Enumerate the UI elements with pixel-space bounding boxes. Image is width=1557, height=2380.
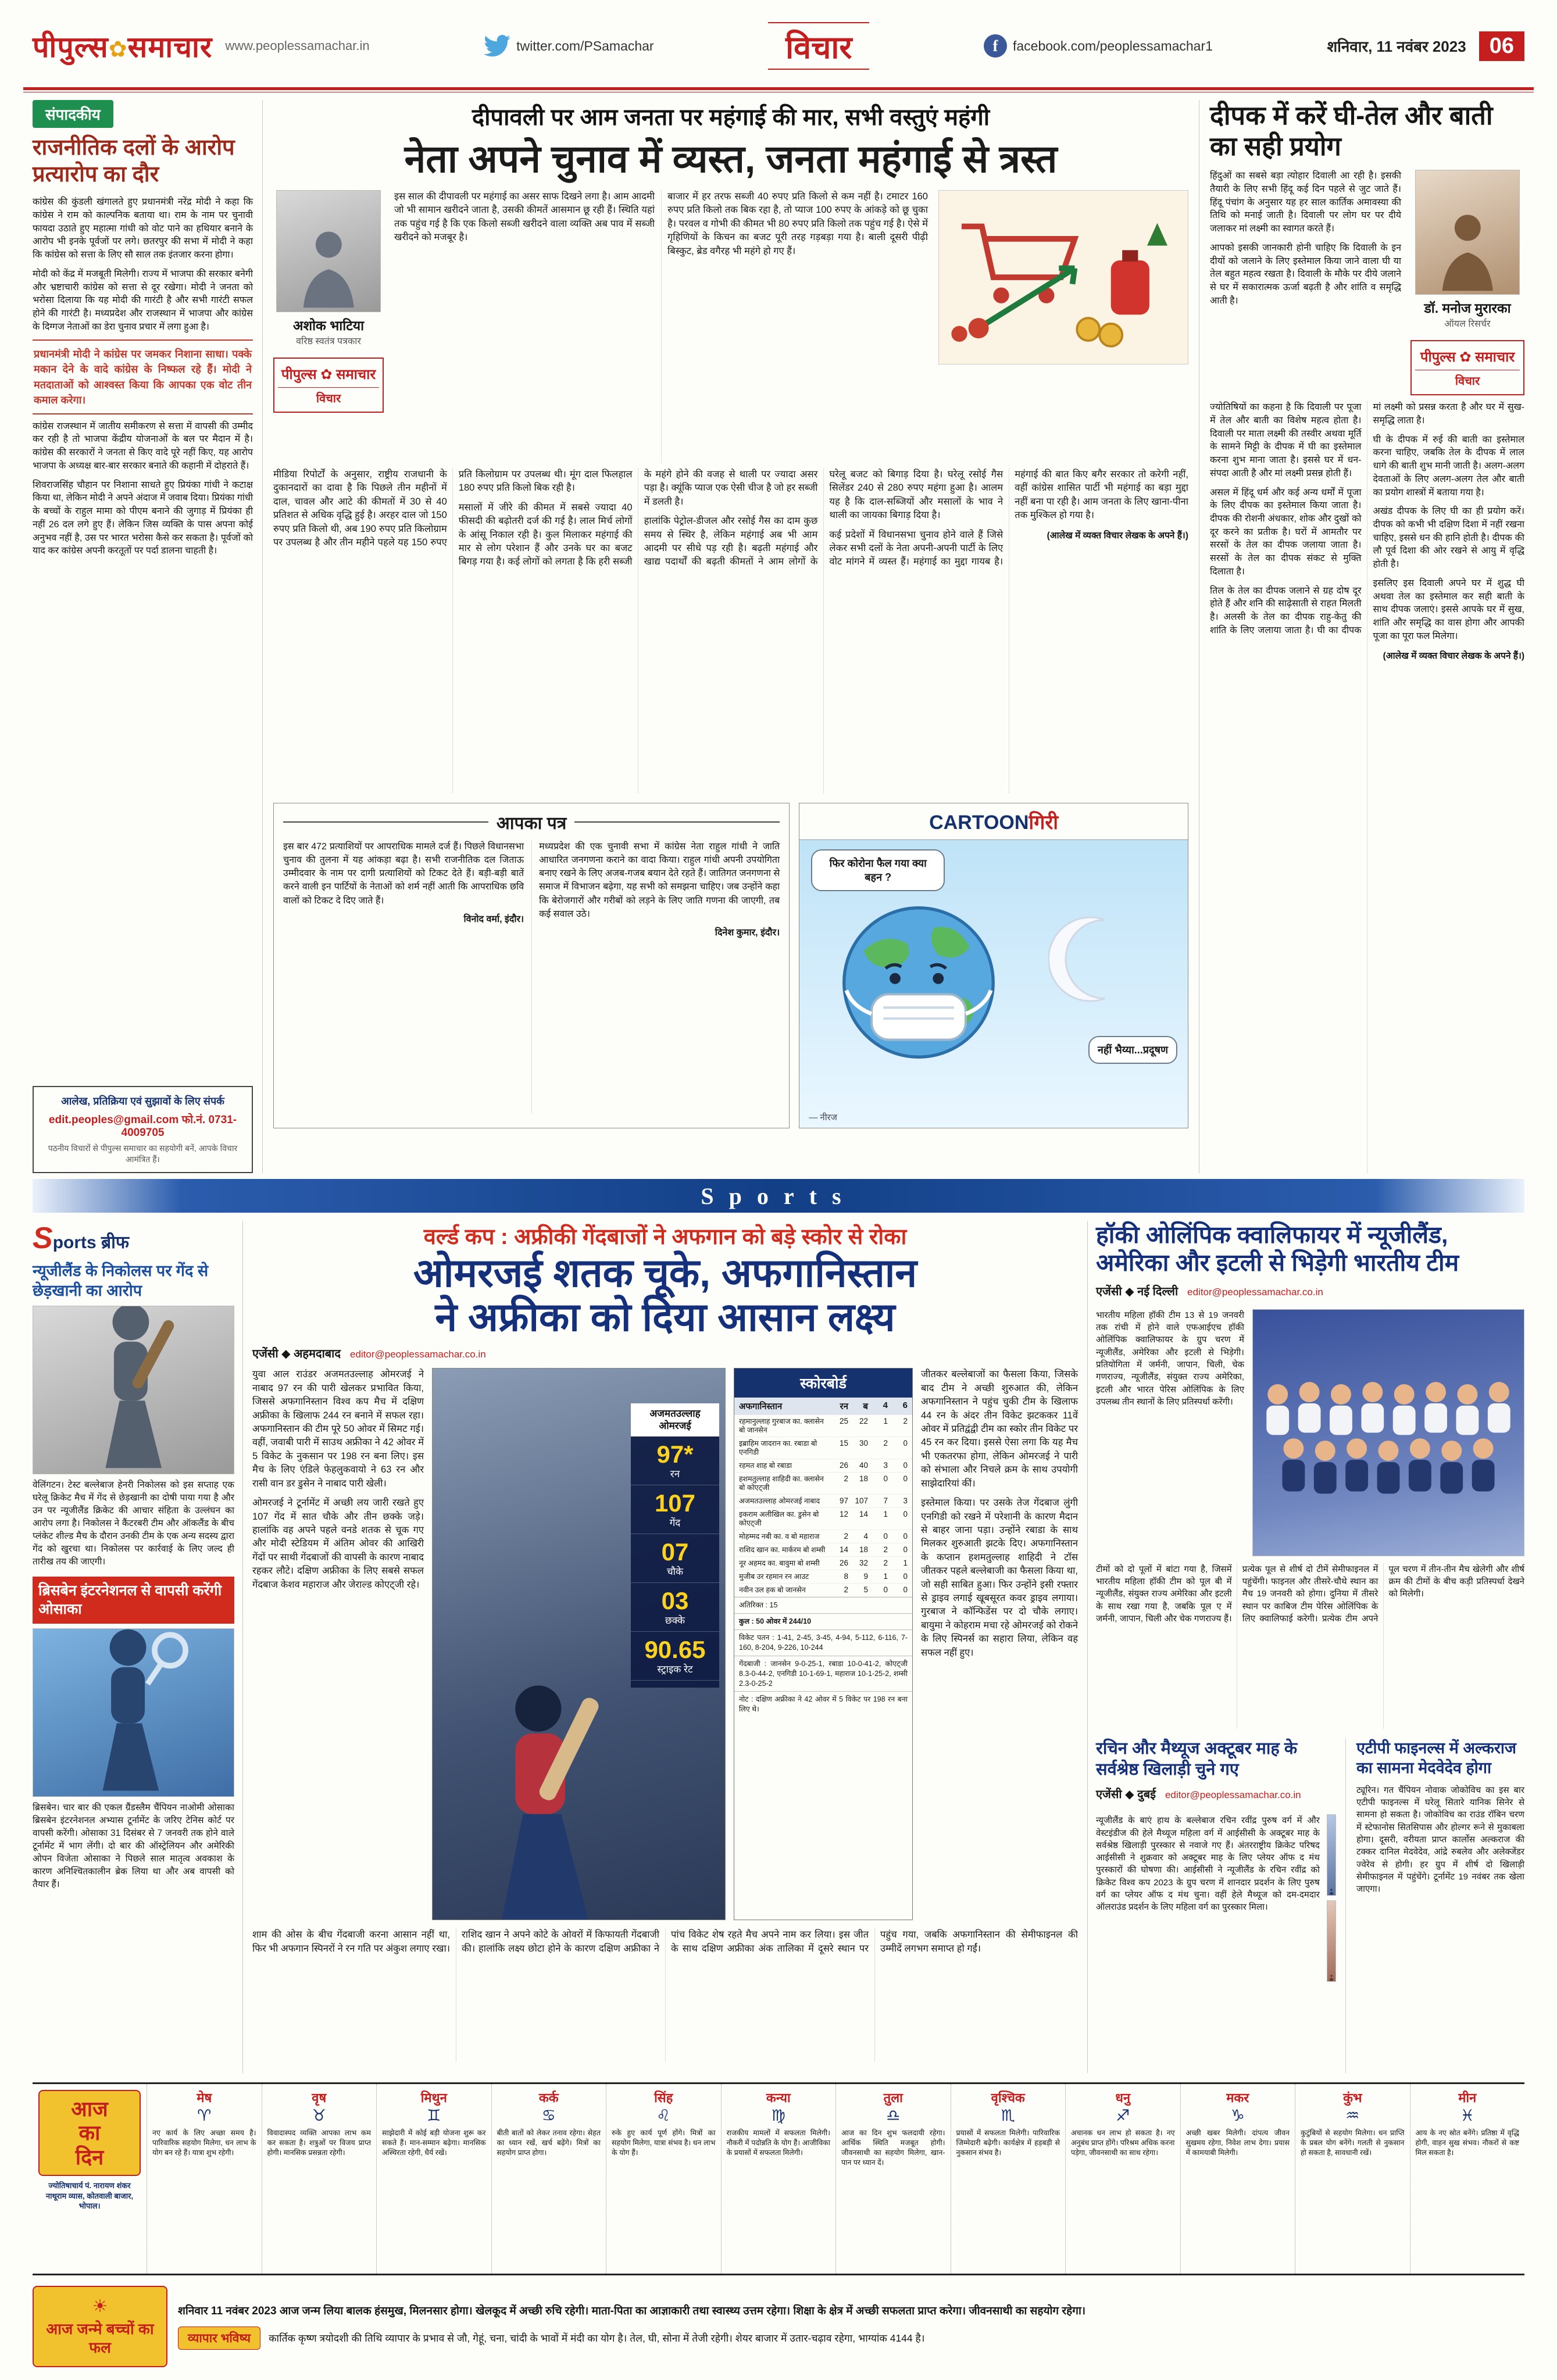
worldcup-byline-row bbox=[252, 1345, 1078, 1361]
brief-s: S bbox=[33, 1221, 53, 1255]
worldcup-paragraph: शाम की ओस के बीच गेंदबाजी करना आसान नहीं था, फिर भी अफगान स्पिनरों ने रन गति पर अंकुश लगाए रखा। राशिद खान ने अपने कोटे के ओवरों में किफायती गेंदबाजी की। हालांकि लक्ष्य छोटा होने के कारण दक्षिण अफ्रीका ने पांच विकेट शेष रहते मैच अपने नाम कर लिया। इस जीत के साथ दक्षिण अफ्रीका अंक तालिका में दूसरे स्थान पर पहुंच गया, जबकि अफगानिस्तान की सेमीफाइनल की उम्मीदें लगभग समाप्त हो गईं। bbox=[252, 1929, 1078, 1954]
worldcup-paragraph: जीतकर बल्लेबाजों का फैसला किया, जिसके बाद टीम ने अच्छी शुरुआत की, लेकिन अफगानिस्तान ने पहुंच चुकी टीम के खिलाफ 44 रन के अंदर तीन विकेट झटककर 11वें ओवर में प्रतिद्वंद्वी टीम का स्कोर तीन विकेट पर 45 रन कर दिया। इससे ऐसा लगा कि यह मैच भी एकतरफा होगा, लेकिन ओमरजई ने पारी को संभाला और निचले क्रम के साथ उपयोगी साझेदारियां कीं। bbox=[921, 1369, 1078, 1489]
masthead bbox=[33, 8, 1524, 84]
lead-body-columns bbox=[394, 190, 928, 463]
masthead-rule bbox=[23, 87, 1534, 92]
atp-body: ट्यूरिन। गत चैंपियन नोवाक जोकोविच का इस बार एटीपी फाइनल्स में घरेलू सितारे यानिक सिनेर से सामना हो सकता है। जोकोविच का राउंड रॉबिन चरण में स्टेफानोस सितसिपास और होल्गर रूने से मुकाबला होगा। दूसरी, वरीयता प्राप्त कार्लोस अल्कराज की टक्कर दानिल मेदवेदेव, आंद्रे रुबलेव और अलेक्जेंडर ज्वेरेव से होगी। हर ग्रुप में शीर्ष दो खिलाड़ी सेमीफाइनल में पहुंचेंगे। टूर्नामेंट 19 नवंबर तक खेला जाएगा। bbox=[1356, 1785, 1524, 1895]
brand-box bbox=[273, 358, 384, 413]
editorial-paragraph: कांग्रेस राजस्थान में जातीय समीकरण से सत्ता में वापसी की उम्मीद कर रही है तो भाजपा केंद्रीय योजनाओं के बल पर मैदान में है। कांग्रेस की सरकारों ने जनता से किए वादे पूरे नहीं किए, यह आरोप भाजपा के अध्यक्ष बार-बार सरकार बनाते की कहानी में दोहराते हैं। bbox=[33, 421, 253, 471]
earth-mask-art bbox=[840, 904, 997, 1061]
zodiac-cell: वृश्चिक ♏ प्रयासों में सफलता मिलेगी। पारिवारिक जिम्मेदारी बढ़ेगी। कार्यक्षेत्र में हड़बड़ी से नुकसान संभव है। bbox=[951, 2084, 1066, 2274]
stat-value: 107 bbox=[654, 1489, 696, 1517]
editorial-paragraph: मोदी को केंद्र में मजबूती मिलेगी। राज्य में भाजपा की सरकार बनेगी और भ्रष्टाचारी कांग्रेस को सत्ता से दूर रखेगा। मोदी ने जनता को भरोसा दिलाया कि यह मोदी की गारंटी है और सभी गारंटी सफल होने की गारंटी है। मध्यप्रदेश और राजस्थान में भाजपा और कांग्रेस के दिग्गज नेताओं का डेरा चुनाव प्रचार में लगा हुआ है। bbox=[33, 269, 253, 332]
cartoon-box bbox=[799, 803, 1188, 1128]
brand-section: विचार bbox=[1415, 370, 1520, 388]
birth-text: शनिवार 11 नवंबर 2023 आज जन्म लिया बालक हंसमुख, मिलनसार होगा। खेलकूद में अच्छी रुचि रहेगी। माता-पिता का आज्ञाकारी तथा स्वास्थ्य उत्तम रहेगा। शिक्षा के क्षेत्र में अच्छी सफलता प्राप्त करेगा। जीवनसाथी का सहयोग रहेगा। bbox=[178, 2305, 1086, 2318]
scoreboard-row: हशमतुल्लाह शाहिदी का. क्लासेन बो कोएट्जी 2 18 0 0 bbox=[734, 1473, 912, 1495]
oil-paragraph: असल में हिंदू धर्म और कई अन्य धर्मों में पूजा के लिए दीपक का इस्तेमाल किया जाता है। दीपक की रोशनी अंधकार, शोक और दुखों को दूर करने का प्रतीक है। घरों में आमतौर पर सरसों के तेल का दीपक जलाया जाता है। सरसों के तेल का दीपक संकट से मुक्ति दिलाता है। bbox=[1210, 487, 1362, 577]
worldcup-article bbox=[252, 1221, 1078, 2073]
team-group-art bbox=[1253, 1310, 1524, 1556]
byline: एजेंसी ◆ नई दिल्ली bbox=[1096, 1285, 1179, 1298]
contact-email[interactable]: edit.peoples@gmail.com फो.नं. 0731-4009705 bbox=[48, 1114, 237, 1139]
twitter-handle: twitter.com/PSamachar bbox=[516, 38, 654, 53]
shopping-inflation-art bbox=[939, 191, 1188, 364]
bottom-right bbox=[178, 2286, 1524, 2367]
rule bbox=[574, 821, 780, 823]
batsman-silhouette-icon bbox=[63, 1306, 204, 1474]
zodiac-cell: तुला ♎ आज का दिन शुभ फलदायी रहेगा। आर्थिक स्थिति मजबूत होगी। जीवनसाथी का सहयोग मिलेगा, खान-पान पर ध्यान दें। bbox=[835, 2084, 951, 2274]
worldcup-kicker: वर्ल्ड कप : अफ्रीकी गेंदबाजों ने अफगान को बड़े स्कोर से रोका bbox=[423, 1225, 907, 1249]
oil-headline: दीपक में करें घी-तेल और बाती का सही प्रयोग bbox=[1210, 101, 1493, 162]
stat-label: रन bbox=[631, 1467, 719, 1485]
team-name: अफगानिस्तान bbox=[739, 1402, 783, 1412]
rachin-article bbox=[1096, 1738, 1346, 2073]
aquarius-icon: ♒ bbox=[1345, 2107, 1360, 2124]
lead-paragraph: मीडिया रिपोर्टों के अनुसार, राष्ट्रीय राजधानी के दुकानदारों का दावा है कि पिछले तीन महीनों में दाल, चावल और आटे की कीमतों में 30 से 40 प्रतिशत से अधिक वृद्धि हुई है। अरहर दाल जो 150 रुपए प्रति किलो थी, अब 190 रुपए प्रति किलोग्राम पर उपलब्ध है और तीन महीने पहले यह 150 रुपए प्रति किलोग्राम पर उपलब्ध थी। मूंग दाल फिलहाल 180 रुपए प्रति किलो बिक रही है। bbox=[273, 469, 633, 548]
lead-disclaimer: (आलेख में व्यक्त विचार लेखक के अपने हैं।) bbox=[1047, 530, 1188, 541]
brand-section: विचार bbox=[278, 387, 379, 406]
zodiac-cell: मिथुन ♊ साझेदारी में कोई बड़ी योजना शुरू कर सकते हैं। मान-सम्मान बढ़ेगा। मानसिक अस्थिरता रहेगी, धैर्य रखें। bbox=[376, 2084, 491, 2274]
taurus-icon: ♉ bbox=[312, 2107, 326, 2124]
stat-value: 07 bbox=[661, 1538, 689, 1566]
author-name: अशोक भाटिया bbox=[292, 317, 365, 333]
today-cell bbox=[33, 2084, 147, 2274]
zodiac-cell: कुंभ ♒ कुटुंबियों से सहयोग मिलेगा। धन प्राप्ति के प्रबल योग बनेंगे। गलती से नुकसान हो सकता है, सावधानी रखें। bbox=[1295, 2084, 1410, 2274]
byline-email[interactable]: editor@peoplessamachar.co.in bbox=[349, 1349, 486, 1360]
lead-paragraph: बाजार में हर तरफ सब्जी 40 रुपए प्रति किलो से कम नहीं है। टमाटर 160 रुपए प्रति किलो तक बिक रहा है, तो प्याज 100 रुपए के आंकड़े को छू चुका है। परवल व गोभी की कीमत भी 80 रुपए प्रति किलो तक पहुंच गई है। ऐसे में गृहिणियों के किचन का बजट पूरी तरह गड़बड़ा गया है। बाली दूसरी पीढ़ी बिस्कुट, ब्रेड वगैरह भी महंगे हो गए हैं। bbox=[667, 191, 928, 256]
letters-columns bbox=[283, 840, 780, 1113]
lead-paragraph: मसालों में जीरे की कीमत में सबसे ज्यादा 40 फीसदी की बढ़ोतरी दर्ज की गई है। लाल मिर्च लोगों के आंसू निकाल रही है। कुल मिलाकर महंगाई की मार से लोग परेशान हैं और उनके घर का बजट बिगड़ गया है। कई लोगों को लगता है कि हरी सब्जी के महंगे होने की वजह से थाली पर ज्यादा असर पड़ा है। क्यूंकि प्याज एक ऐसी चीज है जो हर सब्जी में डलती है। bbox=[458, 469, 818, 567]
letter-text: मध्यप्रदेश की एक चुनावी सभा में कांग्रेस नेता राहुल गांधी ने जाति आधारित जनगणना कराने का वादा किया। राहुल गांधी अपनी उपयोगिता बनाए रखने के लिए अजब-गजब बयान देते रहते हैं। जातिगत जनगणना से समाज में विभाजन बढ़ेगा, यह सभी को समझना चाहिए। जब उन्होंने कहा कि बेरोजगारों और गरीबों को लड़ने के लिए जाति गणना की जाएगी, तब कई सवाल उठे। bbox=[539, 841, 780, 919]
website-url[interactable]: www.peoplessamachar.in bbox=[225, 38, 370, 53]
scoreboard-row: मुजीब उर रहमान रन आउट 8 9 1 0 bbox=[734, 1570, 912, 1584]
editorial-paragraph: कांग्रेस की कुंडली खंगालते हुए प्रधानमंत्री नरेंद्र मोदी ने कहा कि कांग्रेस ने राम को काल्पनिक बताया था। राम के नाम पर चुनावी फायदा उठाते हुए महात्मा गांधी को वोट पाने का हथियार बनाने के आरोप भी इनके पूर्वजों पर लगे। छतरपुर की सभा में मोदी ने कहा कि कांग्रेस को सत्ता के लिए सौ साल तक इंतजार करना होगा। bbox=[33, 197, 253, 260]
zodiac-cell: कन्या ♍ राजकीय मामलों में सफलता मिलेगी। नौकरी में पदोन्नति के योग हैं। आजीविका के प्रयासों में सफलता मिलेगी। bbox=[721, 2084, 836, 2274]
player-stats bbox=[631, 1403, 719, 1688]
sagittarius-icon: ♐ bbox=[1116, 2107, 1130, 2124]
stat-value: 90.65 bbox=[644, 1636, 706, 1664]
rachin-paragraph: न्यूजीलैंड के बाएं हाथ के बल्लेबाज रचिन रवींद्र पुरुष वर्ग में और वेस्टइंडीज की हेले मैथ्यूज महिला वर्ग में आईसीसी के अक्टूबर माह के सर्वश्रेष्ठ खिलाड़ी पुरस्कार से नवाजे गए हैं। अंतरराष्ट्रीय क्रिकेट परिषद आईसीसी ने शुक्रवार को अक्टूबर माह के लिए प्लेयर ऑफ द मंथ पुरस्कारों की घोषणा की। आईसीसी ने न्यूजीलैंड के रचिन रवींद्र को क्रिकेट विश्व कप 2023 के ग्रुप चरण में शानदार प्रदर्शन के लिए पुरुष वर्ग का प्लेयर ऑफ द मंथ चुना। वहीं हेले मैथ्यूज को दम-दमदार ऑलराउंड प्रदर्शन के लिए महिला वर्ग का पुरस्कार मिला। bbox=[1096, 1816, 1320, 1913]
virgo-icon: ♍ bbox=[771, 2107, 785, 2124]
oil-author-name: डॉ. मनोज मुरारका bbox=[1424, 301, 1511, 316]
rachin-content bbox=[1096, 1814, 1336, 2073]
stat-label: चौके bbox=[631, 1564, 719, 1583]
scoreboard-bowling: गेंदबाजी : जानसेन 9-0-25-1, रबाडा 10-0-41-2, कोएट्जी 8.3-0-44-2, एनगिडी 10-1-69-1, महाराज 10-1-25-2, शम्सी 2.3-0-25-2 bbox=[734, 1656, 912, 1692]
editorial-headline: राजनीतिक दलों के आरोप प्रत्यारोप का दौर bbox=[33, 135, 235, 187]
sports-section bbox=[33, 1221, 1524, 2073]
hockey-content-row bbox=[1096, 1309, 1524, 1556]
gemini-icon: ♊ bbox=[427, 2107, 441, 2124]
cartoon-title-hi: गिरी bbox=[1029, 811, 1059, 834]
batsman-photo bbox=[432, 1368, 726, 1920]
zodiac-cell: कर्क ♋ बीती बातों को लेकर तनाव रहेगा। सेहत का ध्यान रखें, खर्च बढ़ेंगे। मित्रों का सहयोग प्राप्त होगा। bbox=[491, 2084, 606, 2274]
worldcup-text-col-1 bbox=[252, 1368, 424, 1920]
hockey-paragraph: भारतीय महिला हॉकी टीम 13 से 19 जनवरी तक रांची में होने वाले एफआईएच हॉकी ओलिंपिक क्वालिफायर के ग्रुप चरण में न्यूजीलैंड, अमेरिका और इटली से भिड़ेगी। प्रतियोगिता में जर्मनी, जापान, चिली, चेक गणराज्य, न्यूजीलैंड, संयुक्त राज्य अमेरिका, इटली और भारत पेरिस ओलिंपिक के लिए उपलब्ध तीन स्थानों के लिए प्रतिस्पर्धा करेंगी। bbox=[1096, 1310, 1244, 1407]
brand-name: पीपुल्स ✿ समाचार bbox=[281, 366, 376, 383]
inflation-illustration bbox=[938, 190, 1188, 364]
worldcup-bottom-columns bbox=[252, 1928, 1078, 2062]
libra-icon: ♎ bbox=[886, 2107, 901, 2124]
today-word: आज bbox=[71, 2097, 108, 2121]
scoreboard-note: नोट : दक्षिण अफ्रीका ने 42 ओवर में 5 विकेट पर 198 रन बना लिए थे। bbox=[734, 1691, 912, 1717]
brief-label: ports ब्रीफ bbox=[52, 1233, 130, 1252]
lead-kicker: दीपावली पर आम जनता पर महंगाई की मार, सभी वस्तुएं महंगी bbox=[472, 105, 990, 130]
rule bbox=[283, 821, 488, 823]
cartoon-title-en: CARTOON bbox=[929, 811, 1029, 834]
worldcup-paragraph: युवा आल राउंडर अजमतउल्लाह ओमरजई ने नाबाद 97 रन की पारी खेलकर प्रभावित किया, जिससे अफगानिस्तान विश्व कप मैच में दक्षिण अफ्रीका के खिलाफ 244 रन बनाने में सफल रहा। अफगानिस्तान की टीम पूरे 50 ओवर में सिमट गई। वहीं, जवाबी पारी में साउथ अफ्रीका ने 42 ओवर में 5 विकेट के नुकसान पर 198 रन बना लिए। इस मैच के लिए एंडिले फेहलुकवायो ने 63 रन और रासी वान डर डुसेन ने नाबाद पारी खेली। bbox=[252, 1369, 424, 1489]
birth-label: आज जन्मे बच्चों का फल bbox=[46, 2320, 154, 2356]
scoreboard-row: रहमानुल्लाह गुरबाज का. क्लासेन बो जानसेन 25 22 1 2 bbox=[734, 1415, 912, 1437]
zodiac-cell: धनु ♐ अचानक धन लाभ हो सकता है। नए अनुबंध प्राप्त होंगे। परिश्रम अधिक करना पड़ेगा, जीवनसाथी का साथ रहेगा। bbox=[1065, 2084, 1180, 2274]
rachin-headline: रचिन और मैथ्यूज अक्टूबर माह के सर्वश्रेष्ठ खिलाड़ी चुने गए bbox=[1096, 1739, 1298, 1779]
worldcup-paragraph: ओमरजई ने टूर्नामेंट में अच्छी लय जारी रखते हुए 107 गेंद में सात चौके और तीन छक्के जड़े। हालांकि वह अपने पहले वनडे शतक से चूक गए और मोदी स्टेडियम में अंतिम ओवर की आखिरी गेंदों पर साथी गेंदबाजों की वापसी के कारण नाबाद रहकर लौटे। दक्षिण अफ्रीका के लिए सबसे सफल गेंदबाज केशव महाराज और जेराल्ड कोएट्जी रहे। bbox=[252, 1498, 424, 1590]
worldcup-paragraph: इस्तेमाल किया। पर उसके तेज गेंदबाज लुंगी एनगिडी को रखने में परेशानी के कारण मैदान से बाहर जाना पड़ा। उन्होंने रबाडा के साथ मिलकर शुरुआती झटके दिए। अफगानिस्तान के कप्तान हशमतुल्लाह शाहिदी ने टॉस जीतकर पहले बल्लेबाजी का फैसला किया था, जो सही साबित हुआ। फिर उन्होंने इसी रफ्तार से ड्राइव लगाई खूबसूरत कवर ड्राइव लगाया। गुरबाज ने कॉन्फिडेंस पर दो चौके लगाए। बायुमा ने कोहराम मचा रहे ओमरजई को रोकने के लिए स्पिनर्स का सहारा लिया, लेकिन वह सफल नहीं हुए। bbox=[921, 1498, 1078, 1658]
stat-label: छक्के bbox=[631, 1613, 719, 1632]
batsman-silhouette-icon bbox=[450, 1670, 642, 1920]
byline-email[interactable]: editor@peoplessamachar.co.in bbox=[1187, 1286, 1323, 1298]
zodiac-cell: मीन ♓ आय के नए स्रोत बनेंगे। प्रतिष्ठा में वृद्धि होगी, वाहन सुख संभव। नौकरों से कष्ट मिल सकता है। bbox=[1410, 2084, 1525, 2274]
brief-body-2: ब्रिसबेन। चार बार की एकल ग्रैंडस्लैम चैंपियन नाओमी ओसाका ब्रिसबेन इंटरनेशनल अभ्यास टूर्नामेंट के जरिए टेनिस कोर्ट पर वापसी करेंगी। ओसाका 31 दिसंबर से 7 जनवरी तक होने वाले टूर्नामेंट में भाग लेंगी। दो बार की ऑस्ट्रेलियन और अमेरिकी ओपन विजेता ओसाका ने पिछले साल मातृत्व अवकाश के कारण अनिश्चितकालीन ब्रेक लिया था और अब वापसी को तैयार हैं। bbox=[33, 1802, 234, 1889]
matthews-photo bbox=[1327, 1900, 1336, 1982]
cancer-icon: ♋ bbox=[541, 2107, 556, 2124]
brand-name: पीपुल्स ✿ समाचार bbox=[1420, 349, 1515, 366]
person-silhouette-icon bbox=[292, 224, 365, 312]
tennis-player-silhouette-icon bbox=[63, 1628, 204, 1796]
atp-headline: एटीपी फाइनल्स में अल्कराज का सामना मेदवेदेव होगा bbox=[1356, 1739, 1516, 1777]
scoreboard-title: स्कोरबोर्ड bbox=[734, 1368, 912, 1398]
astrologer-credit: ज्योतिषाचार्य पं. नारायण शंकर नाथूराम व्यास, कोतवाली बाजार, भोपाल। bbox=[45, 2181, 134, 2211]
trade-row bbox=[178, 2327, 1524, 2350]
scoreboard-total: कुल : 50 ओवर में 244/10 bbox=[734, 1613, 912, 1629]
letter-signature: विनोद वर्मा, इंदौर। bbox=[463, 914, 524, 924]
hockey-team-photo bbox=[1252, 1309, 1524, 1556]
contact-heading: आलेख, प्रतिक्रिया एवं सुझावों के लिए संपर्क bbox=[60, 1095, 224, 1107]
page-title: विचार bbox=[768, 22, 869, 70]
bottom-strip bbox=[33, 2286, 1524, 2367]
lead-paragraph: इस साल की दीपावली पर महंगाई का असर साफ दिखने लगा है। आम आदमी जो भी सामान खरीदने जाता है, उसकी कीमतें आसमान छू रही हैं। स्थिति यहां तक पहुंच गई है कि एक किलो सब्जी खरीदने वाला व्यक्ति अब पाव में सब्जी खरीदने को मजबूर है। bbox=[394, 191, 655, 243]
rachin-body bbox=[1096, 1814, 1320, 2073]
stat-value: 03 bbox=[661, 1587, 689, 1615]
oil-disclaimer: (आलेख में व्यक्त विचार लेखक के अपने हैं।) bbox=[1383, 651, 1524, 662]
letters-title: आपका पत्र bbox=[496, 813, 567, 833]
scoreboard bbox=[734, 1368, 913, 1920]
rachin-photos bbox=[1327, 1814, 1336, 2073]
crescent-moon-icon bbox=[1048, 916, 1135, 1003]
col-header: 4 bbox=[883, 1400, 888, 1411]
tennis-photo bbox=[33, 1628, 234, 1797]
brief-headline-1: न्यूजीलैंड के निकोलस पर गेंद से छेड़खानी का आरोप bbox=[33, 1262, 209, 1299]
scoreboard-row: इब्राहिम जादरान का. रबाडा बो एनगिडी 15 30 2 0 bbox=[734, 1437, 912, 1459]
sports-brief-header bbox=[33, 1221, 234, 1256]
hockey-byline-row bbox=[1096, 1283, 1524, 1299]
oil-intro bbox=[1210, 170, 1401, 395]
sun-icon: ☀ bbox=[92, 2297, 108, 2317]
scoreboard-row: राशिद खान का. मार्करम बो शम्सी 14 18 2 0 bbox=[734, 1543, 912, 1557]
cricket-photo bbox=[33, 1306, 234, 1474]
logo-word-left: पीपुल्स bbox=[33, 31, 109, 63]
worldcup-text-col-2 bbox=[921, 1368, 1078, 1920]
col-header: 6 bbox=[902, 1400, 908, 1411]
oil-paragraph: इसलिए इस दिवाली अपने घर में शुद्ध घी अथवा तेल का इस्तेमाल कर सही बाती के साथ दीपक जलाएं। इससे आपके घर में सुख, शांति और समृद्धि का वास होगा और आपकी पूजा का पूरा फल मिलेगा। bbox=[1373, 578, 1524, 641]
newspaper-logo bbox=[33, 26, 212, 66]
editorial-body bbox=[33, 196, 253, 564]
sports-sub-row bbox=[1096, 1738, 1524, 2073]
person-silhouette-icon bbox=[1431, 208, 1504, 295]
flower-icon: ✿ bbox=[108, 37, 128, 62]
person-silhouette-icon bbox=[1329, 1974, 1334, 1981]
facebook-handle: facebook.com/peoplessamachar1 bbox=[1013, 38, 1213, 53]
hockey-text-col bbox=[1096, 1309, 1244, 1556]
worldcup-headline-line2: ने अफ्रीका को दिया आसान लक्ष्य bbox=[435, 1295, 895, 1340]
aries-icon: ♈ bbox=[197, 2107, 212, 2124]
author-photo bbox=[276, 190, 381, 312]
oil-article bbox=[1199, 100, 1524, 1173]
twitter-link[interactable] bbox=[484, 35, 653, 57]
author-title: वरिष्ठ स्वतंत्र पत्रकार bbox=[296, 336, 361, 346]
worldcup-headline-line1: ओमरजई शतक चूके, अफगानिस्तान bbox=[413, 1251, 917, 1295]
brief-body-1: वेलिंगटन। टेस्ट बल्लेबाज हेनरी निकोलस को इस सप्ताह एक घरेलू क्रिकेट मैच में गेंद से छेड़खानी का दोषी पाया गया है और उन पर न्यूजीलैंड क्रिकेट की आचार संहिता के उल्लंघन का आरोप लगा है। निकोलस ने कैंटरबरी टीम और ऑकलैंड के बीच प्लंकेट शील्ड मैच के दौरान उनकी टीम के एक अन्य सदस्य द्वारा गेंद को खुरचा था। निकोलस पर कार्रवाई के लिए जल्द ही तारीख तय की जाएगी। bbox=[33, 1480, 234, 1567]
facebook-icon: f bbox=[984, 34, 1007, 58]
lead-bottom-row bbox=[273, 803, 1188, 1128]
oil-author-photo bbox=[1415, 170, 1520, 295]
byline-email[interactable]: editor@peoplessamachar.co.in bbox=[1165, 1789, 1301, 1801]
facebook-link[interactable] bbox=[984, 34, 1213, 58]
horoscope-strip bbox=[33, 2082, 1524, 2275]
col-header: ब bbox=[863, 1402, 868, 1412]
zodiac-cell: मकर ♑ अच्छी खबर मिलेगी। दांपत्य जीवन सुखमय रहेगा, निवेश लाभ देगा। प्रयास में कामयाबी मिलेगी। bbox=[1180, 2084, 1295, 2274]
lead-lower-columns bbox=[273, 468, 1188, 794]
editorial-label: संपादकीय bbox=[33, 100, 113, 128]
trade-text: कार्तिक कृष्ण त्रयोदशी की तिथि व्यापार के प्रभाव से जौ, गेहूं, चना, चांदी के भावों में मंदी का योग है। तेल, घी, सोना में तेजी रहेगी। शेयर बाजार में उतार-चढ़ाव रहेगा, भाग्यांक 4144 है। bbox=[269, 2332, 925, 2344]
editorial-pullquote: प्रधानमंत्री मोदी ने कांग्रेस पर जमकर निशाना साधा। पक्के मकान देने के वादे कांग्रेस के निष्फल रहे हैं। मोदी ने मतदाताओं को आश्वस्त किया कि आपका एक वोट तीन कमाल करेगा। bbox=[33, 340, 253, 414]
letter-signature: दिनेश कुमार, इंदौर। bbox=[715, 928, 780, 938]
scoreboard-team-row bbox=[734, 1398, 912, 1415]
birth-result-box bbox=[33, 2286, 167, 2367]
zodiac-cell: सिंह ♌ रुके हुए कार्य पूर्ण होंगे। मित्रों का सहयोग मिलेगा, यात्रा संभव है। धन लाभ के योग हैं। bbox=[606, 2084, 721, 2274]
byline: एजेंसी ◆ अहमदाबाद bbox=[252, 1348, 341, 1361]
earth-with-mask-illustration bbox=[840, 904, 997, 1061]
hockey-lower-columns bbox=[1096, 1563, 1524, 1729]
brand-box bbox=[1410, 340, 1524, 395]
oil-paragraph: ज्योतिषियों का कहना है कि दिवाली पर पूजा में तेल और बाती का विशेष महत्व होता है। दिवाली पर माता लक्ष्मी की तस्वीर अथवा मूर्ति के सामने मिट्टी के दीपक में घी का इस्तेमाल करना शुभ माना जाता है। इससे घर में धन-संपदा आती है और मां लक्ष्मी प्रसन्न होती हैं। bbox=[1210, 402, 1362, 478]
crescent-moon-illustration bbox=[1048, 916, 1135, 1003]
atp-article bbox=[1356, 1738, 1524, 2073]
oil-author-title: ऑयल रिसर्चर bbox=[1444, 319, 1491, 330]
oil-body-columns bbox=[1210, 401, 1524, 1173]
editorial-paragraph: शिवराजसिंह चौहान पर निशाना साधते हुए प्रियंका गांधी ने कटाक्ष किया था, लेकिन मोदी ने अपने अंदाज में जवाब दिया। प्रियंका गांधी के बच्चों के राहुल मामा को पीएम बनाने की जुगाड़ में प्रियंका ही नहीं 26 दल लगे हुए हैं। लेकिन जिस व्यक्ति के पास अपना कोई अनुभव नहीं है, उस पर भारत भरोसा कैसे कर सकता है। पूर्वजों को याद कर कांग्रेस अपनी करतूतों पर पर्दा डालना चाहती है। bbox=[33, 480, 253, 556]
lead-headline: नेता अपने चुनाव में व्यस्त, जनता महंगाई से त्रस्त bbox=[404, 137, 1058, 180]
letter-text: इस बार 472 प्रत्याशियों पर आपराधिक मामले दर्ज हैं। पिछले विधानसभा चुनाव की तुलना में यह आंकड़ा बढ़ा है। सभी राजनीतिक दल जिताऊ उम्मीदवार के नाम पर दागी प्रत्याशियों को टिकट देते हैं। बड़ी-बड़ी बातें करने वाली इन पार्टियों के नेताओं को शर्म नहीं आती कि आपराधिक छवि वालों को टिकट दे दिए जाते हैं। bbox=[283, 841, 524, 906]
sports-band bbox=[33, 1179, 1524, 1213]
player-name: अजमतउल्लाह ओमरजई bbox=[631, 1403, 719, 1436]
letters-title-row bbox=[283, 810, 780, 834]
byline: एजेंसी ◆ दुबई bbox=[1096, 1788, 1156, 1802]
oil-paragraph: घी के दीपक में रुई की बाती का इस्तेमाल करना चाहिए, जबकि तेल के दीपक में लाल धागे की बाती शुभ मानी जाती है। अलग-अलग देवताओं के लिए अलग-अलग तेल और बाती का प्रयोग शास्त्रों में बताया गया है। bbox=[1373, 434, 1524, 498]
logo-word-right: समाचार bbox=[127, 31, 213, 63]
today-word: का bbox=[78, 2121, 101, 2145]
scoreboard-row: नवीन उल हक बो जानसेन 2 5 0 0 bbox=[734, 1584, 912, 1597]
date-line: शनिवार, 11 नवंबर 2023 bbox=[1327, 38, 1466, 55]
scoreboard-fow: विकेट पतन : 1-41, 2-45, 3-45, 4-94, 5-112, 6-116, 7-160, 8-204, 9-226, 10-244 bbox=[734, 1629, 912, 1656]
scoreboard-extras: अतिरिक्त : 15 bbox=[734, 1597, 912, 1613]
lead-paragraph: हालांकि पेट्रोल-डीजल और रसोई गैस का दाम कुछ समय से स्थिर है, लेकिन महंगाई अब भी आम आदमी पर सीधे पड़ रही है। बढ़ती महंगाई और खाद्य पदार्थों की बढ़ती कीमतों ने आम लोगों के घरेलू बजट को बिगाड़ दिया है। घरेलू रसोई गैस सिलेंडर 240 से 280 रुपए महंगा हुआ है। आलम यह है कि दाल-सब्जियों और मसालों के भाव ने थाली का जायका बिगाड़ दिया है। bbox=[644, 469, 1004, 567]
oil-paragraph: तिल के तेल का दीपक जलाने से ग्रह दोष दूर होते हैं और शनि की साढ़ेसाती से राहत मिलती है। अलसी के तेल का दीपक राहु-केतु की शांति के लिए जलाया जाता है। घी का दीपक मां लक्ष्मी को प्रसन्न करता है और घर में सुख-समृद्धि लाता है। bbox=[1210, 402, 1524, 635]
author-box bbox=[273, 190, 384, 463]
letters-box bbox=[273, 803, 790, 1128]
worldcup-content-row bbox=[252, 1368, 1078, 1920]
opinion-section bbox=[33, 100, 1524, 1173]
brief-headline-2: ब्रिसबेन इंटरनेशनल से वापसी करेंगी ओसाका bbox=[33, 1577, 234, 1624]
page-number: 06 bbox=[1479, 31, 1524, 61]
speech-bubble: नहीं भैय्या...प्रदूषण bbox=[1088, 1036, 1177, 1064]
pisces-icon: ♓ bbox=[1460, 2107, 1474, 2124]
sports-right-column bbox=[1087, 1221, 1524, 2073]
rachin-photo bbox=[1327, 1814, 1336, 1896]
today-box bbox=[38, 2090, 141, 2176]
capricorn-icon: ♑ bbox=[1230, 2107, 1245, 2124]
scoreboard-row: रहमत शाह बो रबाडा 26 40 3 0 bbox=[734, 1459, 912, 1473]
scorpio-icon: ♏ bbox=[1001, 2107, 1015, 2124]
trade-label: व्यापार भविष्य bbox=[178, 2327, 260, 2350]
person-silhouette-icon bbox=[1329, 1888, 1334, 1895]
sports-brief-column bbox=[33, 1221, 243, 2073]
oil-author-box bbox=[1410, 170, 1524, 395]
zodiac-cell: मेष ♈ नए कार्य के लिए अच्छा समय है। पारिवारिक सहयोग मिलेगा, धन लाभ के योग बन रहे हैं। यात्रा शुभ रहेगी। bbox=[147, 2084, 262, 2274]
hockey-headline: हॉकी ओलिंपिक क्वालिफायर में न्यूजीलैंड, अमेरिका और इटली से भिड़ेगी भारतीय टीम bbox=[1096, 1221, 1459, 1277]
speech-bubble: फिर कोरोना फैल गया क्या बहन ? bbox=[811, 849, 945, 891]
hockey-paragraph: टीमों को दो पूलों में बांटा गया है, जिसमें भारतीय महिला हॉकी टीम को पूल बी में न्यूजीलैंड, संयुक्त राज्य अमेरिका और इटली के साथ रखा गया है, जबकि पूल ए में जर्मनी, जापान, चिली और चेक गणराज्य हैं। प्रत्येक पूल से शीर्ष दो टीमें सेमीफाइनल में पहुंचेंगी। फाइनल और तीसरे-चौथे स्थान का मैच 19 जनवरी को होगा। दुनिया में तीसरे स्थान पर काबिज टीम पेरिस ओलिंपिक के लिए क्वालिफाई करेगी। प्रत्येक टीम अपने पूल चरण में तीन-तीन मैच खेलेगी और शीर्ष क्रम की टीमों के बीच कड़ी प्रतिस्पर्धा देखने को मिलेगी। bbox=[1096, 1564, 1524, 1624]
rachin-byline-row bbox=[1096, 1786, 1336, 1802]
lead-paragraph: कई प्रदेशों में विधानसभा चुनाव होने वाले हैं जिसे लेकर सभी दलों के नेता अपनी-अपनी पार्टी के लिए वोट मांगने में व्यस्त हैं। महंगाई का मुद्दा गायब है। महंगाई की बात किए बगैर सरकार तो करेगी नहीं, वहीं कांग्रेस शासित पार्टी भी महंगाई का बड़ा मुद्दा नहीं बना पा रही है। आम जनता के लिए खाना-पीना तक मुश्किल हो गया है। bbox=[829, 469, 1188, 567]
scoreboard-row: मोहम्मद नबी का. व बो महाराज 2 4 0 0 bbox=[734, 1530, 912, 1543]
stat-value: 97* bbox=[656, 1441, 694, 1468]
col-header: रन bbox=[840, 1402, 848, 1412]
oil-top-row bbox=[1210, 170, 1524, 395]
artist-signature: — नीरज bbox=[809, 1112, 837, 1123]
sports-band-title: Sports bbox=[701, 1182, 856, 1209]
oil-paragraph: अखंड दीपक के लिए घी का ही प्रयोग करें। दीपक को कभी भी दक्षिण दिशा में नहीं रखना चाहिए, इससे धन की हानि होती है। दीपक की लौ पूर्व दिशा की ओर रखने से आयु में वृद्धि होती है। bbox=[1373, 506, 1524, 570]
twitter-icon bbox=[484, 35, 510, 57]
today-word: दिन bbox=[75, 2145, 104, 2169]
lead-top-row bbox=[273, 190, 1188, 463]
leo-icon: ♌ bbox=[656, 2107, 671, 2124]
stat-label: गेंद bbox=[631, 1516, 719, 1534]
oil-paragraph: आपको इसकी जानकारी होनी चाहिए कि दिवाली के इन दीयों को जलाने के लिए इस्तेमाल किया जाने वाला घी या तेल बहुत महत्व रखता है। दिवाली के मौके पर दीये जलाने से घर में सकारात्मक ऊर्जा बढ़ती है और शांति व समृद्धि आती है। bbox=[1210, 242, 1401, 306]
contact-note: पठनीय विचारों से पीपुल्स समाचार का सहयोगी बनें, आपके विचार आमंत्रित हैं। bbox=[48, 1143, 238, 1164]
cartoon-canvas bbox=[799, 840, 1188, 1128]
scoreboard-row: अजमतउल्लाह ओमरजई नाबाद 97 107 7 3 bbox=[734, 1495, 912, 1508]
scoreboard-row: नूर अहमद का. बावुमा बो शम्सी 26 32 2 1 bbox=[734, 1557, 912, 1570]
scoreboard-row: इकराम अलीखिल का. डुसेन बो कोएट्जी 12 14 1 0 bbox=[734, 1508, 912, 1530]
cartoon-title bbox=[799, 803, 1188, 840]
lead-article bbox=[263, 100, 1199, 1173]
stat-label: स्ट्राइक रेट bbox=[631, 1662, 719, 1681]
oil-paragraph: हिंदुओं का सबसे बड़ा त्योहार दिवाली आ रही है। इसकी तैयारी के लिए सभी हिंदू कई दिन पहले से जुट जाते हैं। हिंदू पंचांग के अनुसार यह हर साल कार्तिक अमावस्या की तिथि को मनाई जाती है। दिवाली पर लोग घर पर दीये जलाकर मां लक्ष्मी का स्वागत करते हैं। bbox=[1210, 171, 1401, 234]
zodiac-cell: वृष ♉ विवादास्पद व्यक्ति आपका लाभ कम कर सकता है। शत्रुओं पर विजय प्राप्त होगी। मानसिक प्रसन्नता रहेगी। bbox=[262, 2084, 377, 2274]
editorial-column bbox=[33, 100, 263, 1173]
editorial-contact-box bbox=[33, 1086, 253, 1173]
